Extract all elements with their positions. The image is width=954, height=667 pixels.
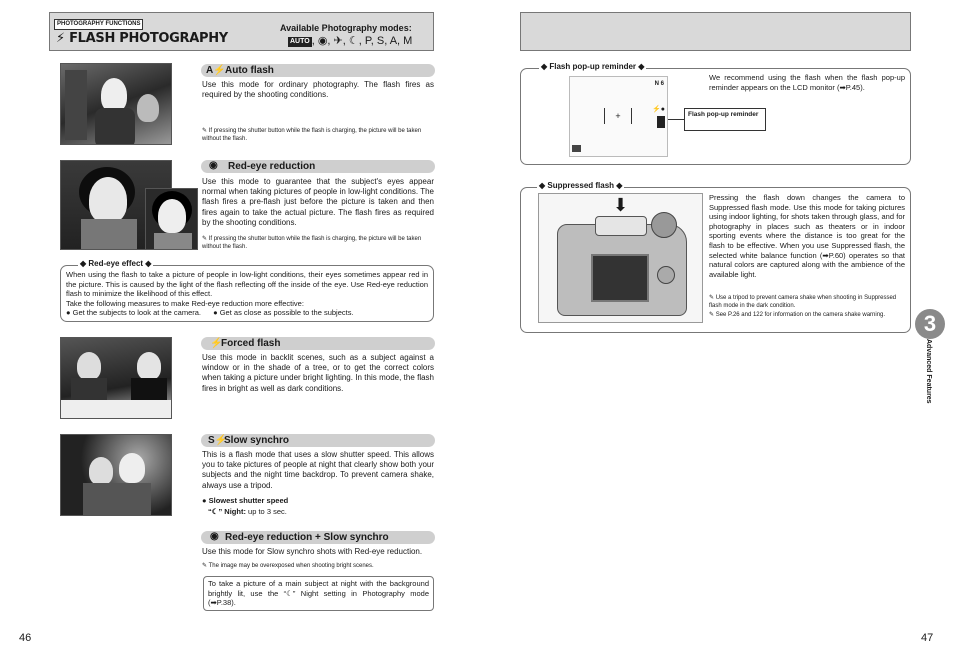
red-eye-photo-inset — [145, 188, 198, 250]
red-eye-note: ✎ If pressing the shutter button while the flash is charging, the picture will be taken without the flash. — [202, 236, 422, 250]
page-number-left: 46 — [19, 632, 32, 644]
red-eye-tip-1: ● Get the subjects to look at the camera. — [66, 308, 202, 318]
slow-synchro-photo — [60, 434, 172, 516]
suppressed-flash-text: Pressing the flash down changes the camera to Suppressed flash mode. Use this mode for taking pictures using indoor lighting, for shots taken through glass, and for photography in places such as theaters or in indoor sporting events where the distance is too great for the flash to be effective. When you use Suppressed flash, the selected white balance function (➡P.60) operates so that natural colors are captured along with the ambience of the available light. — [709, 193, 905, 279]
auto-flash-icon: A⚡ — [206, 65, 226, 76]
camera-illustration — [538, 193, 703, 323]
section-tag: PHOTOGRAPHY FUNCTIONS — [54, 19, 143, 30]
page-number-right: 47 — [921, 632, 934, 644]
eye-icon: ◉ — [209, 160, 218, 171]
auto-flash-photo — [60, 63, 172, 145]
suppressed-flash-label: ◆ Suppressed flash ◆ — [539, 181, 623, 190]
note-icon: ✎ — [202, 236, 209, 242]
focus-frame-icon: + — [604, 108, 632, 124]
press-down-arrow-icon: ⬇ — [613, 195, 629, 215]
red-eye-slow-title: Red-eye reduction + Slow synchro — [225, 532, 389, 543]
forced-flash-icon: ⚡ — [210, 338, 223, 349]
slow-synchro-title: Slow synchro — [224, 435, 290, 446]
red-eye-slow-text: Use this mode for Slow synchro shots with Red-eye reduction. — [202, 547, 423, 556]
note-icon: ✎ — [202, 563, 209, 569]
flash-unit — [595, 216, 647, 236]
camera-lcd-screen — [591, 254, 649, 302]
page-title: ⚡ FLASH PHOTOGRAPHY — [56, 31, 228, 46]
chapter-number-badge: 3 — [915, 309, 945, 339]
auto-flash-text: Use this mode for ordinary photography. The flash fires as required by the shooting conditions. — [202, 80, 434, 100]
auto-flash-title: Auto flash — [225, 65, 274, 76]
night-tip-text: To take a picture of a main subject at night with the background brightly lit, use the “☾” Night setting in Photography mode (➡P.38). — [208, 579, 429, 608]
suppressed-flash-note-2: ✎ See P.26 and 122 for information on the camera shake warning. — [709, 312, 886, 318]
flash-popup-indicator-icon: ⚡● — [652, 106, 665, 113]
forced-flash-text: Use this mode in backlit scenes, such as a subject against a window or in the shade of a tree, or to get the correct colors when taking a picture under bright lighting. In this mode, the flash fires in bright as well as dark conditions. — [202, 353, 434, 393]
slow-synchro-text: This is a flash mode that uses a slow shutter speed. This allows you to take pictures of people at night that clearly show both your subjects and the night time backdrop. To prevent camera shake, always use a tripod. — [202, 450, 434, 490]
flash-icon: ⚡ — [56, 31, 70, 46]
popup-callout-label: Flash pop-up reminder — [684, 108, 766, 131]
red-eye-slow-note: ✎ The image may be overexposed when shooting bright scenes. — [202, 563, 374, 569]
mode-dial-icon — [651, 212, 677, 238]
forced-flash-photo — [60, 337, 172, 419]
lcd-status: N 6 — [654, 81, 664, 87]
note-icon: ✎ — [709, 295, 716, 301]
red-eye-effect-text: When using the flash to take a picture of people in low-light conditions, their eyes sometimes appear red in the picture. This is caused by the light of the flash reflecting off the inside of the eye. Use Red-eye reduction flash to minimize the likelihood of this effect. Take the following measures to make Red-eye reduction more effective: ● Get the subjects to look at the camera. ● Get as close as possible to the subjects. — [66, 270, 428, 318]
control-dial-icon — [657, 266, 675, 284]
note-icon: ✎ — [202, 128, 209, 134]
flash-warning-icon — [657, 116, 665, 128]
forced-flash-title: Forced flash — [221, 338, 281, 349]
auto-mode-icon: AUTO — [290, 38, 310, 45]
available-modes-list: AUTO , ◉, ✈, ☾, P, S, A, M — [290, 35, 413, 47]
note-icon: ✎ — [709, 312, 716, 318]
slow-synchro-icon: S⚡ — [208, 435, 228, 446]
red-eye-text: Use this mode to guarantee that the subject's eyes appear normal when taking pictures of people in low-light conditions. The flash fires a pre-flash just before the picture is taken and then fires again to take the actual picture. The flash fires as required by the shooting conditions. — [202, 177, 434, 227]
popup-reminder-text: We recommend using the flash when the flash pop-up reminder appears on the LCD monitor (➡P.45). — [709, 73, 905, 92]
chapter-title: Advanced Features — [925, 339, 932, 404]
red-eye-slow-icon: ◉ — [210, 531, 219, 542]
suppressed-flash-note-1: ✎ Use a tripod to prevent camera shake when shooting in Suppressed flash mode in the dark condition. — [709, 295, 897, 309]
header-box-right — [520, 12, 911, 51]
red-eye-effect-label: ◆ Red-eye effect ◆ — [80, 259, 152, 268]
popup-reminder-label: ◆ Flash pop-up reminder ◆ — [541, 62, 645, 71]
callout-line — [668, 119, 684, 120]
red-eye-tip-2: ● Get as close as possible to the subjects. — [213, 308, 354, 318]
slowest-shutter-label: ● Slowest shutter speed — [202, 496, 289, 505]
available-modes-label: Available Photography modes: — [280, 23, 412, 33]
lcd-monitor-illustration — [569, 76, 668, 157]
slowest-shutter-value: “☾” Night: up to 3 sec. — [208, 507, 287, 516]
red-eye-title: Red-eye reduction — [228, 161, 316, 172]
auto-flash-note: ✎ If pressing the shutter button while the flash is charging, the picture will be taken without the flash. — [202, 128, 422, 142]
battery-icon — [572, 145, 581, 152]
